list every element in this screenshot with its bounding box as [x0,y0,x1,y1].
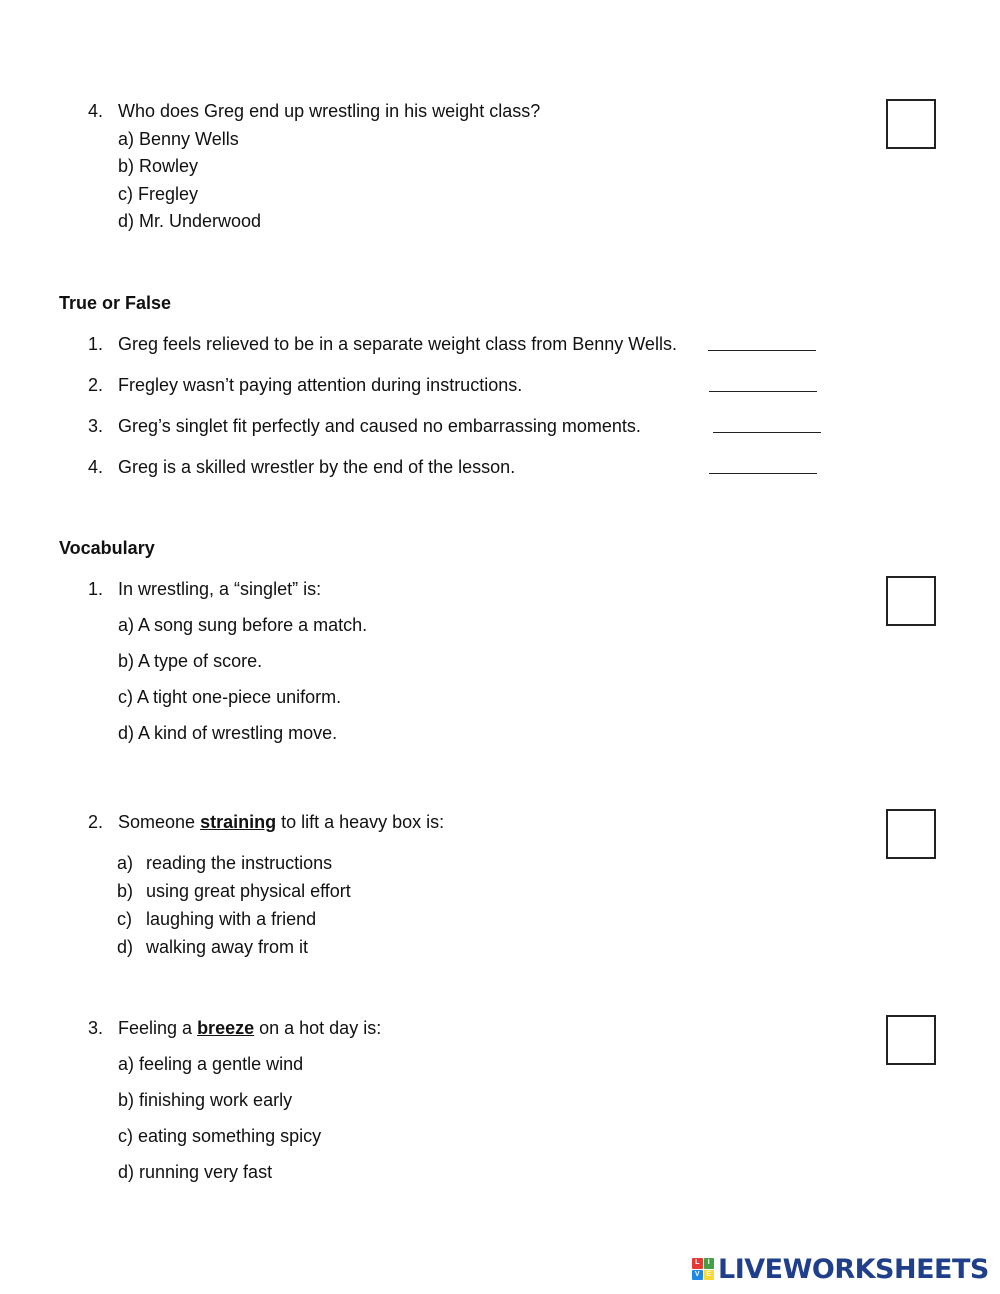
tf-item-number: 4. [88,457,104,477]
v2-option-d: walking away from it [146,937,309,957]
v3-question-after: on a hot day is: [254,1018,382,1038]
liveworksheets-logo [692,1252,989,1286]
tf-item-text: Greg’s singlet fit perfectly and caused no embarrassing moments. [118,416,641,436]
v2-answer-box[interactable] [886,809,936,859]
tf-answer-blank-4[interactable] [709,473,817,474]
q4-option-b: b) Rowley [118,156,199,176]
logo-mark-letter: E [704,1270,715,1281]
v2-option-letter: d) [117,937,134,957]
tf-item-number: 3. [88,416,104,436]
v3-option-b: b) finishing work early [118,1090,293,1110]
v2-option-letter: a) [117,853,134,873]
v2-option-letter: b) [117,881,134,901]
v3-keyword: breeze [197,1018,255,1038]
true-false-heading: True or False [59,293,172,313]
tf-answer-blank-3[interactable] [713,432,821,433]
v2-question [118,811,444,833]
tf-answer-blank-2[interactable] [709,391,817,392]
v2-option-letter: c) [117,909,132,929]
logo-mark-letter: I [704,1258,715,1269]
logo-text: LIVEWORKSHEETS [718,1253,989,1285]
v2-option-a: reading the instructions [146,853,333,873]
tf-item-number: 1. [88,334,104,354]
logo-mark-letter: V [692,1270,703,1281]
v1-option-c: c) A tight one-piece uniform. [118,687,342,707]
q4-option-d: d) Mr. Underwood [118,211,262,231]
tf-item-text: Greg is a skilled wrestler by the end of the lesson. [118,457,516,477]
q4-question: Who does Greg end up wrestling in his weight class? [118,101,541,121]
v1-question: In wrestling, a “singlet” is: [118,579,322,599]
v1-number: 1. [88,579,104,599]
logo-mark-icon [692,1258,714,1280]
v1-answer-box[interactable] [886,576,936,626]
v3-number: 3. [88,1018,104,1038]
v1-option-a: a) A song sung before a match. [118,615,368,635]
v2-option-b: using great physical effort [146,881,351,901]
q4-option-c: c) Fregley [118,184,199,204]
v1-option-b: b) A type of score. [118,651,263,671]
v3-question-before: Feeling a [118,1018,198,1038]
q4-number: 4. [88,101,104,121]
v1-option-d: d) A kind of wrestling move. [118,723,338,743]
v3-option-c: c) eating something spicy [118,1126,322,1146]
vocabulary-heading: Vocabulary [59,538,155,558]
q4-option-a: a) Benny Wells [118,129,239,149]
logo-mark-letter: L [692,1258,703,1269]
v3-question [118,1017,381,1039]
tf-item-text: Fregley wasn’t paying attention during instructions. [118,375,523,395]
v2-keyword: straining [200,812,277,832]
v3-option-a: a) feeling a gentle wind [118,1054,304,1074]
tf-answer-blank-1[interactable] [708,350,816,351]
v3-answer-box[interactable] [886,1015,936,1065]
v2-question-after: to lift a heavy box is: [276,812,445,832]
v3-option-d: d) running very fast [118,1162,273,1182]
v2-option-c: laughing with a friend [146,909,317,929]
tf-item-number: 2. [88,375,104,395]
q4-answer-box[interactable] [886,99,936,149]
v2-number: 2. [88,812,104,832]
tf-item-text: Greg feels relieved to be in a separate weight class from Benny Wells. [118,334,677,354]
v2-question-before: Someone [118,812,201,832]
